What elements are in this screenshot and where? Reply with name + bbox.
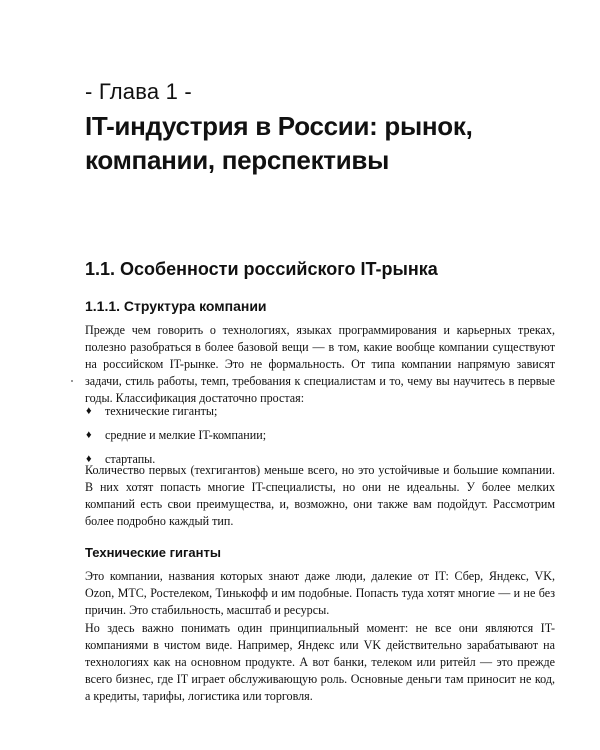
margin-mark — [71, 380, 73, 382]
section-heading: 1.1. Особенности российского IT-рынка — [85, 259, 438, 279]
list-item-text: технические гиганты; — [105, 404, 218, 418]
paragraph-after-list: Количество первых (техгигантов) меньше всего, но это устойчивые и большие компании. В них хотят попасть многие IT-специалисты, но они не идеальны. У более мелких компаний есть свои преимущества, и, возможно, они также вам подойдут. Рассмотрим более подробно каждый тип. — [85, 463, 555, 528]
diamond-bullet-icon: ♦ — [86, 453, 92, 465]
chapter-title: IT-индустрия в России: рынок, компании, перспективы — [85, 111, 473, 175]
subsection-heading: 1.1.1. Структура компании — [85, 298, 267, 314]
subheading-tech-giants: Технические гиганты — [85, 545, 221, 560]
diamond-bullet-icon: ♦ — [86, 429, 92, 441]
list-item — [85, 403, 555, 427]
paragraph-intro: Прежде чем говорить о технологиях, языках программирования и карьерных треках, полезно разобраться в более базовой вещи — в том, какие вообще компании существуют на российском IT-рынке. Это не формальность. От типа компании напрямую зависят задачи, стиль работы, темп, требования к специалистам и то, чему вы научитесь в первые годы. Классификация достаточно простая: — [85, 323, 555, 405]
paragraph-tech-giants-detail: Но здесь важно понимать один принципиальный момент: не все они являются IT-компаниями в чистом виде. Например, Яндекс или VK действительно зарабатывают на технологиях как на основном продукте. А вот банки, телеком или ритейл — это прежде всего бизнес, где IT играет обслуживающую роль. Основные деньги там приносит не код, а кредиты, тарифы, логистика или торговля. — [85, 621, 555, 703]
list-item — [85, 427, 555, 451]
list-item-text: стартапы. — [105, 452, 156, 466]
chapter-label: - Глава 1 - — [85, 79, 192, 104]
diamond-bullet-icon: ♦ — [86, 405, 92, 417]
list-item-text: средние и мелкие IT-компании; — [105, 428, 267, 442]
paragraph-tech-giants-intro: Это компании, названия которых знают даже люди, далекие от IT: Сбер, Яндекс, VK, Ozon, МТС, Ростелеком, Тинькофф и им подобные. Попасть туда хотят многие — и не без причин. Это стабильность, масштаб и ресурсы. — [85, 569, 555, 617]
